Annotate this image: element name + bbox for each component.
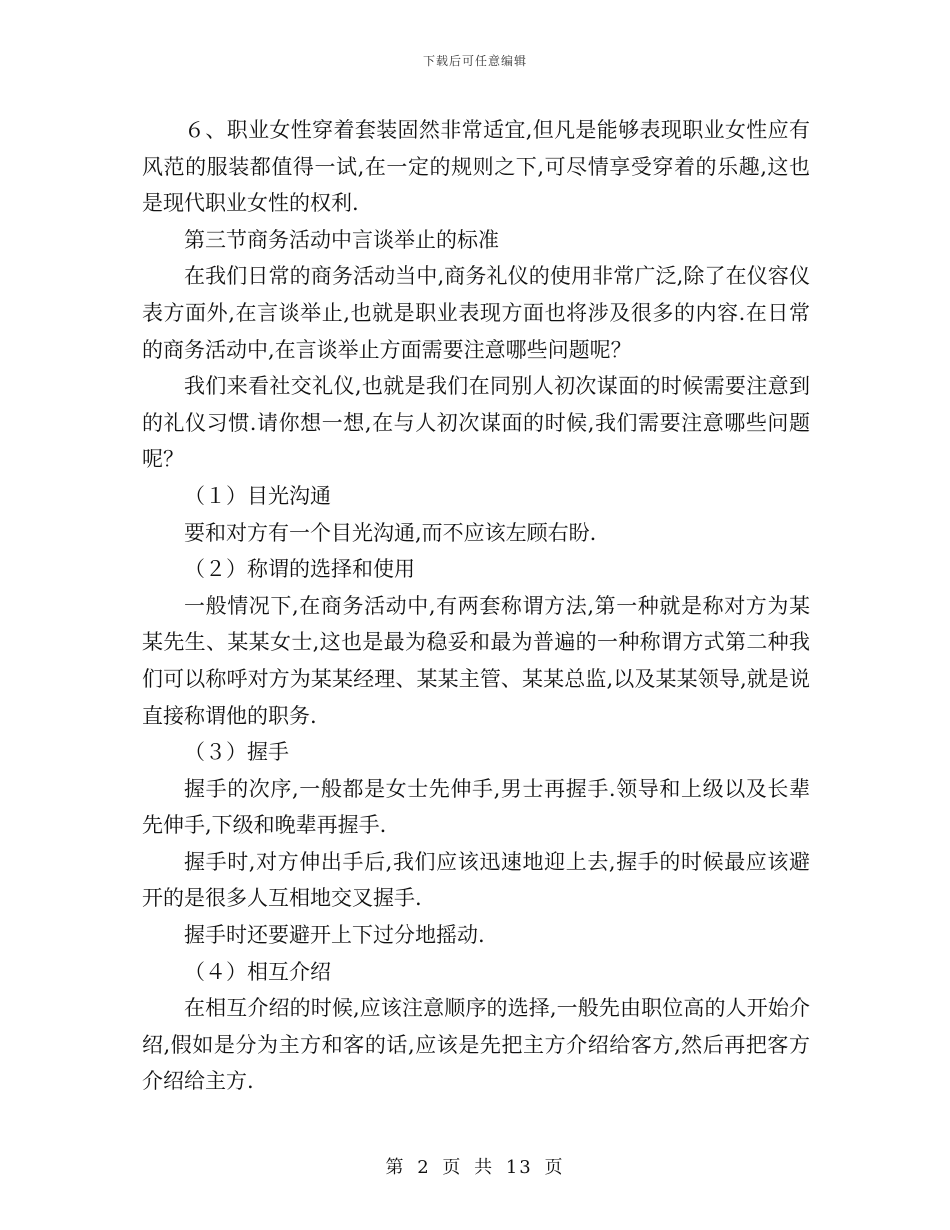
- page-header-note: 下载后可任意编辑: [422, 54, 527, 68]
- paragraph-eye-contact: 要和对方有一个目光沟通,而不应该左顾右盼.: [184, 520, 597, 545]
- paragraph-handshake-shaking: 握手时还要避开上下过分地摇动.: [184, 923, 485, 948]
- paragraph-handshake-response: 握手时,对方伸出手后,我们应该迅速地迎上去,握手的时候最应该避开的是很多人互相地交叉握手.: [142, 849, 810, 911]
- paragraph-item-6: ６、职业女性穿着套装固然非常适宜,但凡是能够表现职业女性应有风范的服装都值得一试,在一定的规则之下,可尽情享受穿着的乐趣,这也是现代职业女性的权利.: [142, 118, 810, 216]
- section-heading: 第三节商务活动中言谈举止的标准: [184, 227, 499, 252]
- subheading-handshake: （３）握手: [184, 740, 289, 765]
- subheading-forms-of-address: （２）称谓的选择和使用: [184, 557, 415, 582]
- subheading-introductions: （４）相互介绍: [184, 959, 331, 984]
- document-body: [142, 112, 810, 1100]
- subheading-eye-contact: （１）目光沟通: [184, 483, 331, 508]
- paragraph-forms-of-address: 一般情况下,在商务活动中,有两套称谓方法,第一种就是称对方为某某先生、某某女士,这也是最为稳妥和最为普遍的一种称谓方式第二种我们可以称呼对方为某某经理、某某主管、某某总监,以及某某领导,就是说直接称谓他的职务.: [142, 593, 810, 728]
- paragraph-social-etiquette: 我们来看社交礼仪,也就是我们在同别人初次谋面的时候需要注意到的礼仪习惯.请你想一想,在与人初次谋面的时候,我们需要注意哪些问题呢？: [142, 374, 810, 472]
- page-number: 第 2 页 共 13 页: [385, 1157, 565, 1178]
- paragraph-introductions: 在相互介绍的时候,应该注意顺序的选择,一般先由职位高的人开始介绍,假如是分为主方和客的话,应该是先把主方介绍给客方,然后再把客方介绍给主方.: [142, 996, 810, 1094]
- paragraph-handshake-order: 握手的次序,一般都是女士先伸手,男士再握手.领导和上级以及长辈先伸手,下级和晚辈再握手.: [142, 776, 810, 838]
- paragraph-intro: 在我们日常的商务活动当中,商务礼仪的使用非常广泛,除了在仪容仪表方面外,在言谈举止,也就是职业表现方面也将涉及很多的内容.在日常的商务活动中,在言谈举止方面需要注意哪些问题呢？: [142, 264, 810, 362]
